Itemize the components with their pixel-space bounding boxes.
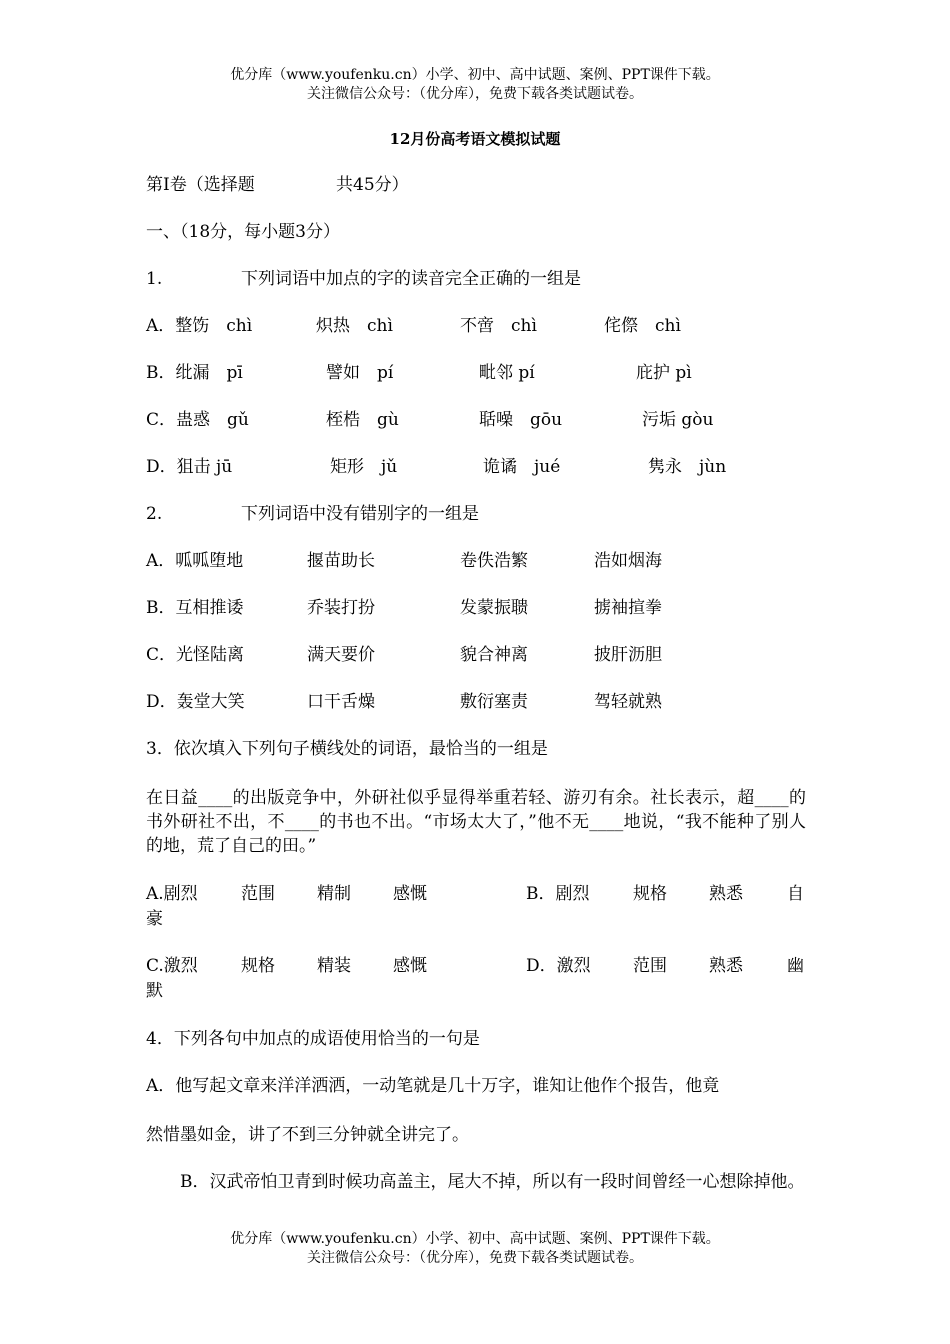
q1-option-c-2: 桎梏 gù bbox=[326, 410, 399, 430]
q2-option-d-3: 敷衍塞责 bbox=[460, 692, 528, 712]
header-line-2: 关注微信公众号：（优分库），免费下载各类试题试卷。 bbox=[307, 86, 643, 102]
page-footer bbox=[0, 1230, 950, 1268]
section-heading: 一、（18分，每小题3分） bbox=[146, 222, 340, 242]
q3-option-a-1: A.剧烈 bbox=[146, 884, 198, 904]
q1-option-c-4: 污垢 gòu bbox=[642, 410, 714, 430]
q3-option-c-4: 感慨 bbox=[393, 956, 427, 976]
page-title: 12月份高考语文模拟试题 bbox=[389, 130, 561, 148]
q2-option-a-1: A．呱呱堕地 bbox=[146, 551, 244, 571]
q2-option-d-1: D．轰堂大笑 bbox=[146, 692, 245, 712]
footer-line-2: 关注微信公众号：（优分库），免费下载各类试题试卷。 bbox=[307, 1250, 643, 1266]
q3-option-d-4: 幽 bbox=[787, 956, 804, 976]
q4-option-a-line-2: 然惜墨如金，讲了不到三分钟就全讲完了。 bbox=[146, 1125, 469, 1145]
q1-option-b-4: 庇护 pì bbox=[636, 363, 692, 383]
q3-option-d-1: D．激烈 bbox=[526, 956, 591, 976]
q2-option-d-2: 口干舌燥 bbox=[307, 692, 375, 712]
q1-option-c-3: 聒噪 gōu bbox=[479, 410, 563, 430]
q1-option-a-4: 侘傺 chì bbox=[604, 316, 681, 336]
q1-option-b-2: 譬如 pí bbox=[326, 363, 394, 383]
page-header bbox=[0, 66, 950, 104]
q1-option-a-1: A．整饬 chì bbox=[146, 316, 253, 336]
q3-option-c-3: 精装 bbox=[317, 956, 351, 976]
part-heading-b: 共45分） bbox=[336, 175, 409, 195]
q1-option-a-3: 不啻 chì bbox=[460, 316, 537, 336]
q2-option-a-2: 揠苗助长 bbox=[307, 551, 375, 571]
q4-stem: 4．下列各句中加点的成语使用恰当的一句是 bbox=[146, 1029, 480, 1049]
q3-option-c-1: C.激烈 bbox=[146, 956, 198, 976]
q1-option-d-3: 诡谲 jué bbox=[483, 457, 561, 477]
q3-stem: 3．依次填入下列句子横线处的词语，最恰当的一组是 bbox=[146, 739, 548, 759]
q4-option-b-text: B．汉武帝怕卫青到时候功高盖主，尾大不掉，所以有一段时间曾经一心想除掉他。 bbox=[180, 1172, 805, 1192]
q2-option-c-3: 貌合神离 bbox=[460, 645, 528, 665]
q3-option-c-2: 规格 bbox=[241, 956, 275, 976]
q4-option-a-line-1: A．他写起文章来洋洋洒洒，一动笔就是几十万字，谁知让他作个报告，他竟 bbox=[146, 1076, 720, 1096]
q3-option-b-4: 自 bbox=[787, 884, 804, 904]
header-line-1: 优分库（www.youfenku.cn）小学、初中、高中试题、案例、PPT课件下载。 bbox=[230, 67, 720, 83]
q1-option-b-3: 毗邻 pí bbox=[479, 363, 535, 383]
q2-option-c-2: 满天要价 bbox=[307, 645, 375, 665]
q1-number: 1. bbox=[146, 269, 163, 289]
q2-number: 2. bbox=[146, 504, 163, 524]
q3-option-d-2: 范围 bbox=[633, 956, 667, 976]
q2-option-a-4: 浩如烟海 bbox=[594, 551, 662, 571]
q3-option-a-2: 范围 bbox=[241, 884, 275, 904]
q1-option-a-2: 炽热 chì bbox=[316, 316, 393, 336]
q1-option-b-1: B．纰漏 pī bbox=[146, 363, 243, 383]
q2-option-c-4: 披肝沥胆 bbox=[594, 645, 662, 665]
q2-option-b-2: 乔装打扮 bbox=[307, 598, 375, 618]
part-heading-a: 第Ⅰ卷（选择题 bbox=[146, 175, 255, 195]
q1-option-d-1: D．狙击 jū bbox=[146, 457, 233, 477]
q2-option-b-4: 掳袖揎拳 bbox=[594, 598, 662, 618]
q1-stem: 下列词语中加点的字的读音完全正确的一组是 bbox=[241, 269, 581, 289]
q2-option-d-4: 驾轻就熟 bbox=[594, 692, 662, 712]
q3-option-b-1: B．剧烈 bbox=[526, 884, 590, 904]
q3-option-b-wrap: 豪 bbox=[146, 909, 163, 929]
q3-option-b-2: 规格 bbox=[633, 884, 667, 904]
q2-option-b-1: B．互相推诿 bbox=[146, 598, 244, 618]
q3-passage: 在日益____的出版竞争中，外研社似乎显得举重若轻、游刃有余。社长表示，超____的书外研社不出，不____的书也不出。“市场太大了，”他不无____地说，“我不能种了别人的地，荒了自己的田。” bbox=[146, 788, 806, 856]
q2-option-c-1: C．光怪陆离 bbox=[146, 645, 245, 665]
q3-option-b-3: 熟悉 bbox=[709, 884, 743, 904]
q1-option-c-1: C．蛊惑 gǔ bbox=[146, 410, 249, 430]
q1-option-d-2: 矩形 jǔ bbox=[330, 457, 398, 477]
q2-option-b-3: 发蒙振聩 bbox=[460, 598, 528, 618]
q3-option-d-3: 熟悉 bbox=[709, 956, 743, 976]
q4-option-b bbox=[146, 1170, 806, 1194]
q2-stem: 下列词语中没有错别字的一组是 bbox=[241, 504, 479, 524]
q3-option-d-wrap: 默 bbox=[146, 981, 163, 1001]
q1-option-d-4: 隽永 jùn bbox=[648, 457, 727, 477]
q3-option-a-3: 精制 bbox=[317, 884, 351, 904]
footer-line-1: 优分库（www.youfenku.cn）小学、初中、高中试题、案例、PPT课件下载。 bbox=[230, 1231, 720, 1247]
q2-option-a-3: 卷佚浩繁 bbox=[460, 551, 528, 571]
q3-option-a-4: 感慨 bbox=[393, 884, 427, 904]
